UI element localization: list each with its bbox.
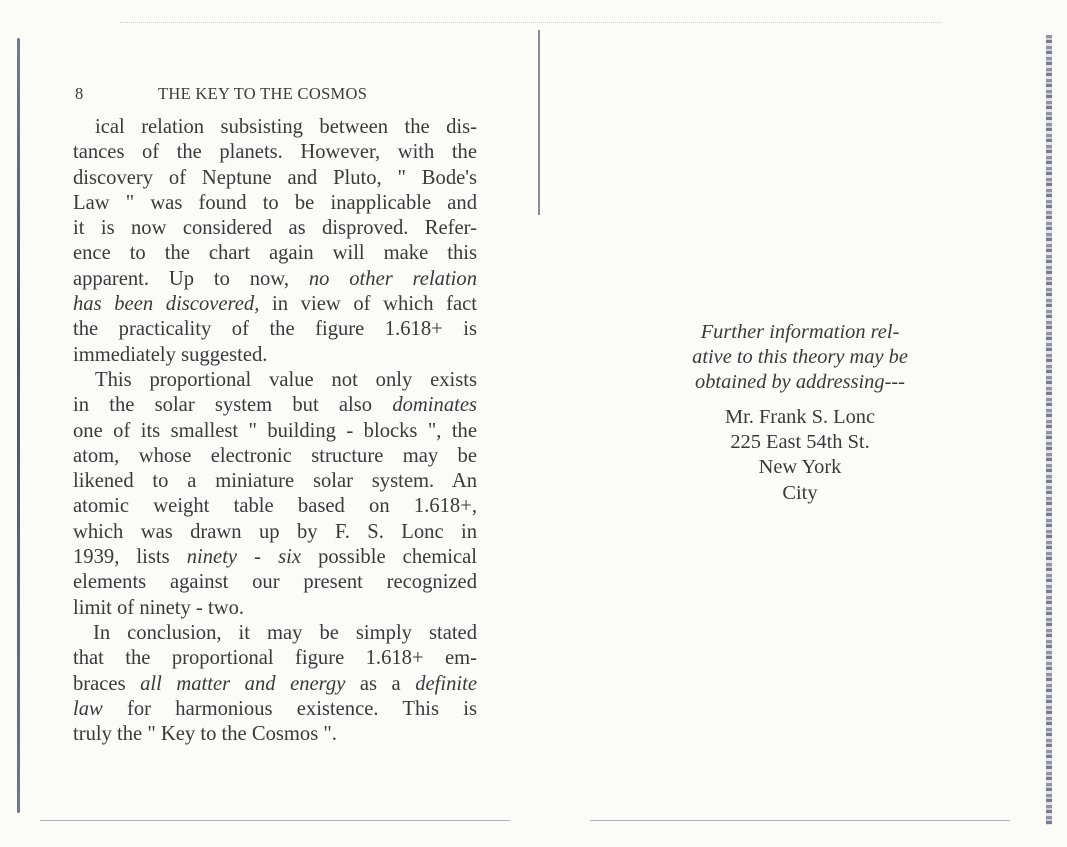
text-run: in the solar system but also (73, 394, 393, 417)
text-run: which was drawn up by F. S. Lonc in (73, 520, 477, 543)
text-run: likened to a miniature solar system. An (73, 470, 477, 493)
text-run: for harmonious existence. This is (102, 697, 477, 720)
paragraph-proportional-value (73, 368, 477, 621)
right-page-bottom-edge (590, 820, 1010, 821)
scan-noise-top (120, 22, 940, 24)
text-run: the practicality of the figure 1.618+ is (73, 318, 477, 341)
left-page-bottom-edge (40, 820, 510, 821)
text-line (73, 292, 477, 317)
text-line (73, 419, 477, 444)
address-name: Mr. Frank S. Lonc (724, 406, 876, 428)
contact-address (680, 405, 920, 506)
further-information-note (660, 320, 940, 396)
emphasized-text: definite (415, 672, 477, 695)
emphasized-text: dominates (392, 394, 477, 417)
text-run: atomic weight table based on 1.618+, (73, 495, 477, 518)
book-title-header: THE KEY TO THE COSMOS (158, 84, 368, 103)
text-line (73, 722, 477, 747)
text-line (73, 115, 477, 140)
text-line (73, 469, 477, 494)
paragraph-bodes-law (73, 115, 477, 368)
text-run: possible chemical (300, 546, 478, 569)
text-run: Law " was found to be inapplicable and (73, 191, 477, 214)
book-gutter (538, 30, 540, 215)
text-line (73, 191, 477, 216)
text-line (73, 267, 477, 292)
text-line (73, 317, 477, 342)
emphasized-text: has been discovered, (73, 293, 260, 316)
text-run: 1939, lists (73, 546, 187, 569)
text-line (73, 672, 477, 697)
text-run: discovery of Neptune and Pluto, " Bode's (73, 166, 477, 189)
page-number: 8 (75, 84, 84, 103)
text-run: that the proportional figure 1.618+ em- (73, 647, 477, 670)
text-run: braces (73, 672, 141, 695)
text-run: In conclusion, it may be simply stated (93, 621, 477, 644)
text-run: elements against our present recognized (73, 571, 477, 594)
text-run: apparent. Up to now, (73, 267, 309, 290)
paragraph-conclusion (73, 621, 477, 747)
text-run: immediately suggested. (73, 343, 268, 366)
running-head (75, 84, 367, 104)
text-line (73, 621, 477, 646)
left-page-edge (17, 38, 20, 813)
text-line (73, 166, 477, 191)
text-run: atom, whose electronic structure may be (73, 444, 477, 467)
text-line (73, 494, 477, 519)
text-line (73, 393, 477, 418)
text-line (73, 241, 477, 266)
address-city: New York (758, 456, 842, 479)
text-run: This proportional value not only exists (95, 368, 477, 391)
text-line (73, 596, 477, 621)
text-line (73, 140, 477, 165)
address-city-suffix: City (782, 481, 818, 504)
info-line-1: Further information rel- (700, 321, 900, 343)
emphasized-text: no other relation (308, 267, 477, 290)
text-line (73, 216, 477, 241)
text-run: in view of which fact (259, 293, 477, 316)
info-line-3: obtained by addressing--- (695, 371, 905, 394)
text-line (73, 545, 477, 570)
emphasized-text: all matter and energy (140, 672, 346, 695)
emphasized-text: ninety - six (186, 546, 301, 569)
emphasized-text: law (73, 697, 103, 720)
text-line (73, 520, 477, 545)
info-line-2: ative to this theory may be (692, 346, 908, 369)
text-run: ence to the chart again will make this (73, 242, 477, 265)
text-run: it is now considered as disproved. Refer- (73, 217, 477, 240)
text-line (73, 343, 477, 368)
text-run: as a (345, 672, 416, 695)
text-run: one of its smallest " building - blocks ", the (73, 419, 477, 442)
text-run: tances of the planets. However, with the (73, 141, 477, 164)
text-line (73, 646, 477, 671)
text-line (73, 570, 477, 595)
left-page-body (73, 115, 477, 747)
text-line (73, 368, 477, 393)
right-page-edge (1046, 35, 1052, 825)
text-run: ical relation subsisting between the dis- (95, 116, 477, 138)
text-line (73, 444, 477, 469)
address-street: 225 East 54th St. (730, 431, 870, 454)
text-line (73, 697, 477, 722)
text-run: limit of ninety - two. (73, 596, 245, 619)
text-run: truly the " Key to the Cosmos ". (73, 723, 337, 746)
